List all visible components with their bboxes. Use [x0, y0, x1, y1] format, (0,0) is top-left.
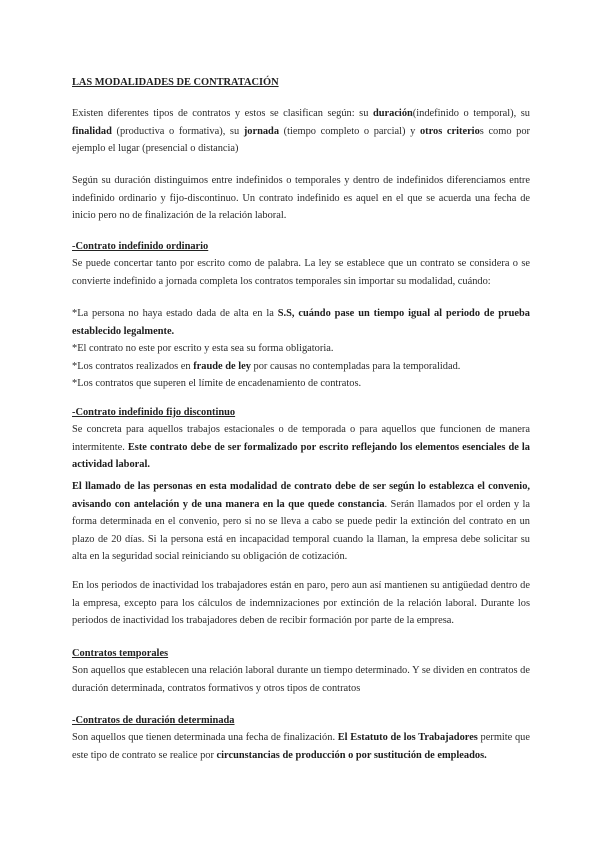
list-item: *Los contratos que superen el límite de encadenamiento de contratos.: [72, 378, 362, 389]
section-heading-duracion-determinada: -Contratos de duración determinada: [72, 715, 235, 726]
ordinario-paragraph: Se puede concertar tanto por escrito como de palabra. La ley se establece que un contrato se considera o se convierte indefinido a jornada completa los contratos temporales sin importar su modalidad, cuándo:: [72, 258, 530, 287]
intro-paragraph: Existen diferentes tipos de contratos y estos se clasifican según: su duración(indefinido o temporal), su finalidad (productiva o formativa), su jornada (tiempo completo o parcial) y otros criterios como por ejemplo el lugar (presencial o distancia): [72, 108, 531, 154]
section-heading-temporales: Contratos temporales: [72, 648, 169, 659]
fijo-paragraph: Se concreta para aquellos trabajos estacionales o de temporada o para aquellos que funcionen de manera intermitente. Este contrato debe de ser formalizado por escrito reflejando los elementos esenciales de la actividad laboral.: [72, 424, 530, 470]
list-item: *Los contratos realizados en fraude de ley por causas no contempladas para la temporalidad.: [72, 360, 461, 372]
page-title: LAS MODALIDADES DE CONTRATACIÓN: [72, 77, 279, 88]
fijo-paragraph-3: En los periodos de inactividad los trabajadores están en paro, pero aun así mantienen su antigüedad dentro de la empresa, excepto para los cálculos de indemnizaciones por extinción de la relación laboral. Durante los periodos de inactividad los trabajadores deben de recibir formación por parte de la empresa.: [72, 580, 530, 626]
duration-paragraph: Según su duración distinguimos entre indefinidos o temporales y dentro de indefinidos diferenciamos entre indefinido ordinario y fijo-discontinuo. Un contrato indefinido es aquel en el que se acuerda una fecha de inicio pero no de finalización de la relación laboral.: [72, 175, 530, 221]
ordinario-list: [72, 305, 530, 393]
fijo-paragraph-2: El llamado de las personas en esta modalidad de contrato debe de ser según lo establezca el convenio, avisando con antelación y de una manera en la que quede constancia. Serán llamados por el orden y la forma determinada en el convenio, pero si no se lleva a cabo se puede pedir la extinción del contrato en un plazo de 20 días. Si la persona está en incapacidad temporal cuando la llaman, la empresa debe solicitar su alta en la seguridad social reiniciando su obligación de cotización.: [72, 481, 531, 562]
list-item: *El contrato no este por escrito y esta sea su forma obligatoria.: [72, 343, 334, 354]
list-item: *La persona no haya estado dada de alta en la S.S, cuándo pase un tiempo igual al periodo de prueba establecido legalmente.: [72, 308, 530, 337]
temporales-paragraph: Son aquellos que establecen una relación laboral durante un tiempo determinado. Y se dividen en contratos de duración determinada, contratos formativos y otros tipos de contratos: [72, 665, 530, 694]
section-heading-ordinario: -Contrato indefinido ordinario: [72, 241, 209, 252]
determinada-paragraph: Son aquellos que tienen determinada una fecha de finalización. El Estatuto de los Trabajadores permite que este tipo de contrato se realice por circunstancias de producción o por sustitución de empleados.: [72, 732, 530, 761]
section-heading-fijo-discontinuo: -Contrato indefinido fijo discontinuo: [72, 407, 236, 418]
